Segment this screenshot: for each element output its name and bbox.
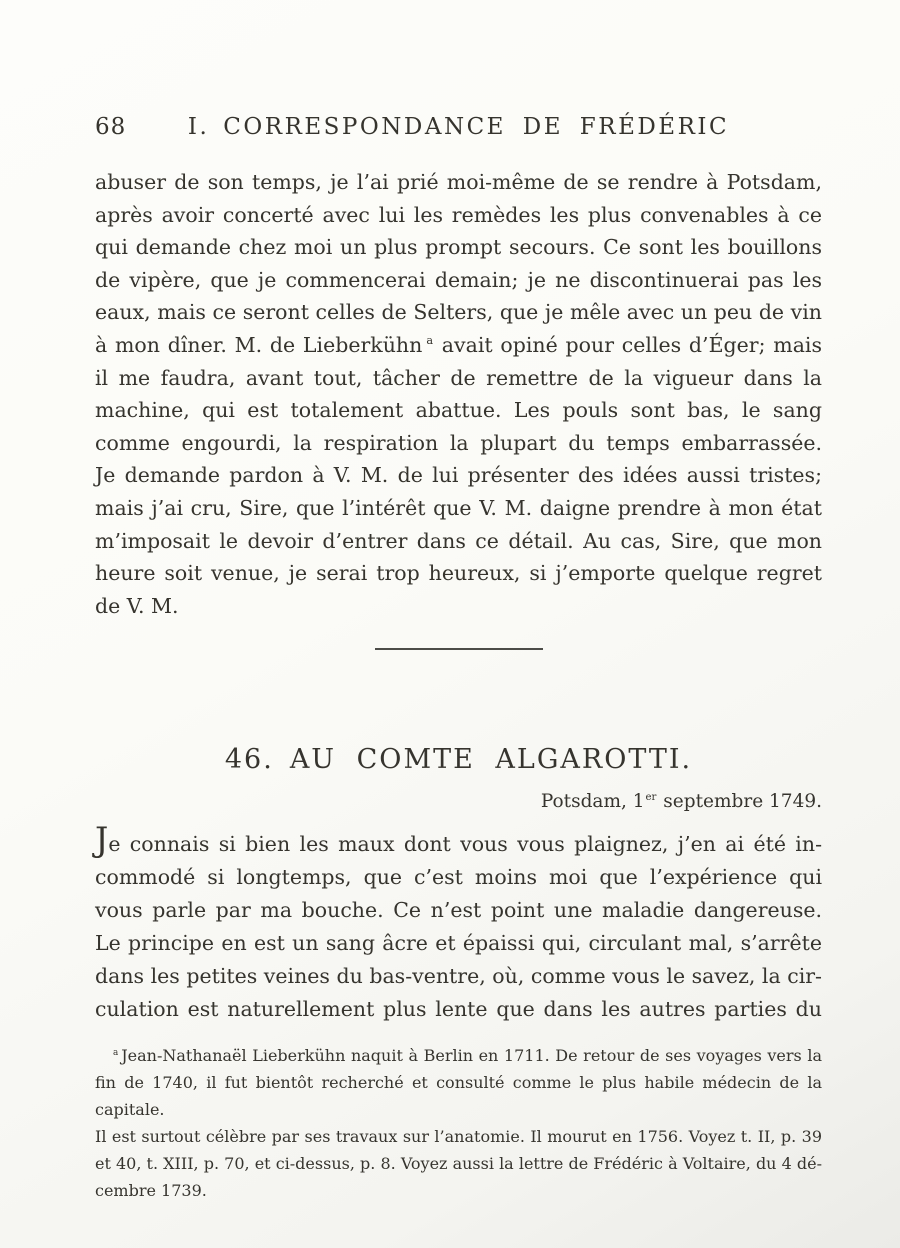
text-line: heure soit venue, je serai trop heureux, si j’emporte quelque regret xyxy=(95,561,822,586)
text-line: cembre 1739. xyxy=(95,1181,207,1201)
text-line: culation est naturellement plus lente que dans les autres parties du xyxy=(95,997,822,1022)
text-line: fin de 1740, il fut bientôt recherché et consulté comme le plus habile médecin de la capitale. xyxy=(95,1073,822,1120)
text-line: de vipère, que je commencerai demain; je ne discontinuerai pas les xyxy=(95,267,822,292)
page-number: 68 xyxy=(95,114,127,140)
text-line: il me faudra, avant tout, tâcher de remettre de la vigueur dans la xyxy=(95,365,822,390)
text-line: machine, qui est totalement abattue. Les pouls sont bas, le sang xyxy=(95,398,822,423)
running-title-text: CORRESPONDANCE DE FRÉDÉRIC xyxy=(223,114,730,140)
letter-title: AU COMTE ALGAROTTI. xyxy=(289,744,693,776)
dateline-date: septembre 1749. xyxy=(657,791,822,813)
section-divider xyxy=(375,648,543,650)
text-line: qui demande chez moi un plus prompt secours. Ce sont les bouillons xyxy=(95,235,822,260)
text-line: Le principe en est un sang âcre et épaissi qui, circulant mal, s’arrête xyxy=(95,931,822,956)
dateline-ordinal: er xyxy=(645,792,657,804)
text-line: $^a$ Jean-Nathanaël Lieberkühn naquit à Berlin en 1711. De retour de ses voyages vers la xyxy=(113,1046,822,1066)
text-line: eaux, mais ce seront celles de Selters, que je mêle avec un peu de vin xyxy=(95,300,822,325)
letter-heading xyxy=(95,744,822,775)
text-line: comme engourdi, la respiration la plupart du temps embarrassée. xyxy=(95,430,822,455)
chapter-numeral: I. xyxy=(187,114,210,140)
letter-46-body xyxy=(95,820,822,1026)
text-line: Je connais si bien les maux dont vous vous plaignez, j’en ai été in- xyxy=(95,820,822,860)
text-line: à mon dîner. M. de Lieberkühn $^a$ avait opiné pour celles d’Éger; mais xyxy=(95,332,823,357)
dateline-place: Potsdam, 1 xyxy=(540,791,645,813)
letter-number: 46. xyxy=(224,744,274,776)
text-line: et 40, t. XIII, p. 70, et ci-dessus, p. 8. Voyez aussi la lettre de Frédéric à Voltaire, du 4 dé- xyxy=(95,1154,822,1174)
text-line: mais j’ai cru, Sire, que l’intérêt que V. M. daigne prendre à mon état xyxy=(95,495,822,520)
text-line: Je demande pardon à V. M. de lui présenter des idées aussi tristes; xyxy=(95,463,822,488)
letter-dateline xyxy=(95,791,822,812)
drop-cap-initial: J xyxy=(95,820,109,860)
text-line: Il est surtout célèbre par ses travaux sur l’anatomie. Il mourut en 1756. Voyez t. II, p. 39 xyxy=(95,1127,822,1147)
text-line: après avoir concerté avec lui les remèdes les plus convenables à ce xyxy=(95,202,822,227)
running-header xyxy=(95,114,822,144)
text-line: commodé si longtemps, que c’est moins moi que l’expérience qui xyxy=(95,865,822,890)
running-title xyxy=(95,114,822,140)
footnote xyxy=(95,1042,822,1204)
text-line: dans les petites veines du bas-ventre, où, comme vous le savez, la cir- xyxy=(95,964,822,989)
letter-45-continuation xyxy=(95,166,822,622)
text-line: vous parle par ma bouche. Ce n’est point une maladie dangereuse. xyxy=(95,898,822,923)
footnote-marker: a xyxy=(113,1047,119,1058)
footnote-reference-mark: a xyxy=(426,334,434,348)
text-line: de V. M. xyxy=(95,593,179,618)
text-line: m’imposait le devoir d’entrer dans ce détail. Au cas, Sire, que mon xyxy=(95,528,822,553)
text-line: abuser de son temps, je l’ai prié moi-même de se rendre à Potsdam, xyxy=(95,170,822,194)
